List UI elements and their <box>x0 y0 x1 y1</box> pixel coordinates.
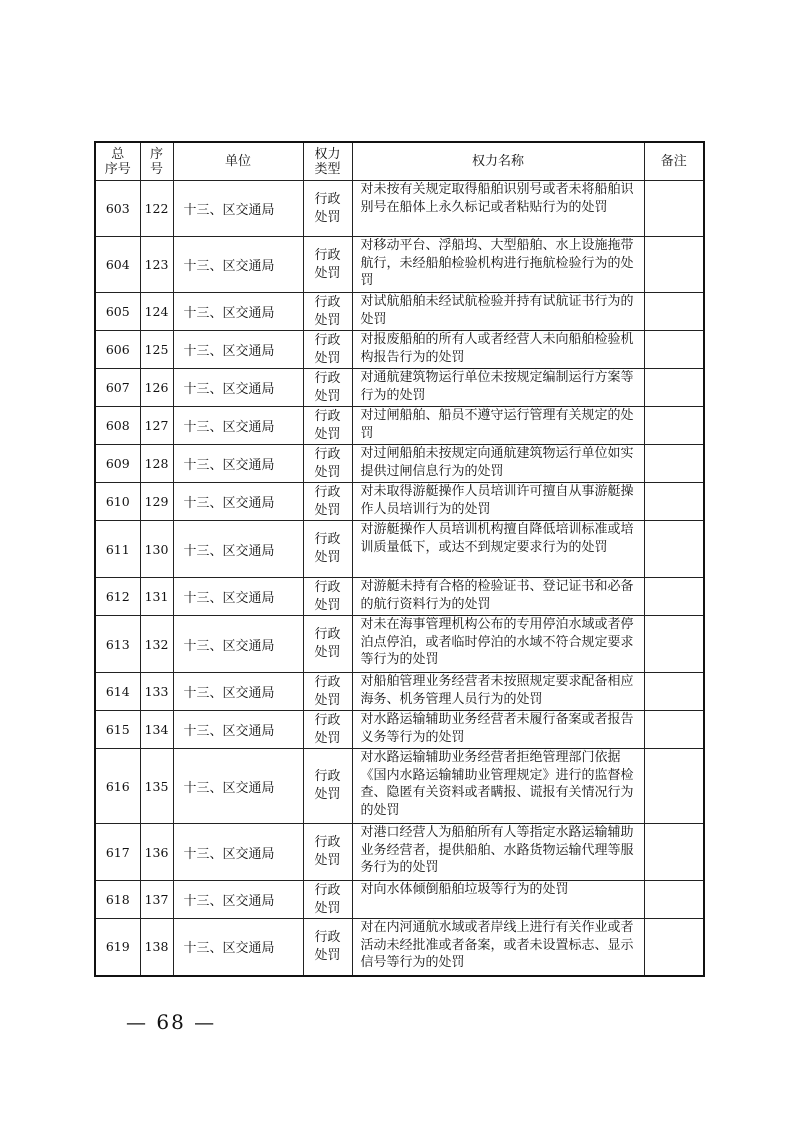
cell-seq-no: 129 <box>140 483 173 521</box>
cell-power-name: 对游艇未持有合格的检验证书、登记证书和必备的航行资料行为的处罚 <box>352 578 644 616</box>
cell-power-name: 对水路运输辅助业务经营者拒绝管理部门依据《国内水路运输辅助业管理规定》进行的监督检查、隐匿有关资料或者瞒报、谎报有关情况行为的处罚 <box>352 749 644 824</box>
cell-unit: 十三、区交通局 <box>173 881 303 919</box>
cell-total-no: 613 <box>95 616 140 673</box>
cell-power-type: 行政 处罚 <box>303 749 352 824</box>
cell-seq-no: 138 <box>140 919 173 976</box>
cell-total-no: 612 <box>95 578 140 616</box>
cell-note <box>644 711 704 749</box>
table-row <box>95 824 704 881</box>
page-number: — 68 — <box>126 1010 217 1034</box>
cell-unit: 十三、区交通局 <box>173 445 303 483</box>
cell-seq-no: 125 <box>140 331 173 369</box>
cell-power-name: 对通航建筑物运行单位未按规定编制运行方案等行为的处罚 <box>352 369 644 407</box>
table-row <box>95 181 704 237</box>
cell-note <box>644 521 704 578</box>
cell-unit: 十三、区交通局 <box>173 237 303 293</box>
cell-unit: 十三、区交通局 <box>173 578 303 616</box>
cell-power-name: 对未在海事管理机构公布的专用停泊水域或者停泊点停泊，或者临时停泊的水域不符合规定要求等行为的处罚 <box>352 616 644 673</box>
cell-note <box>644 616 704 673</box>
cell-power-type: 行政 处罚 <box>303 293 352 331</box>
table-row <box>95 673 704 711</box>
cell-unit: 十三、区交通局 <box>173 521 303 578</box>
cell-power-type: 行政 处罚 <box>303 578 352 616</box>
table-row <box>95 483 704 521</box>
cell-seq-no: 136 <box>140 824 173 881</box>
table-row <box>95 293 704 331</box>
cell-note <box>644 293 704 331</box>
header-total-no: 总 序号 <box>95 142 140 181</box>
table-row <box>95 237 704 293</box>
cell-power-name: 对未取得游艇操作人员培训许可擅自从事游艇操作人员培训行为的处罚 <box>352 483 644 521</box>
table-body <box>95 181 704 976</box>
cell-unit: 十三、区交通局 <box>173 824 303 881</box>
table-row <box>95 919 704 976</box>
cell-seq-no: 124 <box>140 293 173 331</box>
table-row <box>95 331 704 369</box>
cell-note <box>644 578 704 616</box>
cell-total-no: 614 <box>95 673 140 711</box>
cell-power-type: 行政 处罚 <box>303 824 352 881</box>
header-note: 备注 <box>644 142 704 181</box>
cell-power-type: 行政 处罚 <box>303 181 352 237</box>
cell-total-no: 616 <box>95 749 140 824</box>
cell-power-name: 对过闸船舶未按规定向通航建筑物运行单位如实提供过闸信息行为的处罚 <box>352 445 644 483</box>
cell-power-type: 行政 处罚 <box>303 445 352 483</box>
cell-seq-no: 127 <box>140 407 173 445</box>
header-power-type: 权力 类型 <box>303 142 352 181</box>
cell-power-name: 对试航船舶未经试航检验并持有试航证书行为的处罚 <box>352 293 644 331</box>
cell-total-no: 605 <box>95 293 140 331</box>
cell-note <box>644 369 704 407</box>
cell-unit: 十三、区交通局 <box>173 749 303 824</box>
table-row <box>95 445 704 483</box>
cell-total-no: 615 <box>95 711 140 749</box>
cell-power-name: 对过闸船舶、船员不遵守运行管理有关规定的处罚 <box>352 407 644 445</box>
cell-power-name: 对船舶管理业务经营者未按照规定要求配备相应海务、机务管理人员行为的处罚 <box>352 673 644 711</box>
cell-seq-no: 134 <box>140 711 173 749</box>
cell-power-type: 行政 处罚 <box>303 521 352 578</box>
cell-unit: 十三、区交通局 <box>173 673 303 711</box>
cell-power-type: 行政 处罚 <box>303 331 352 369</box>
table-row <box>95 521 704 578</box>
cell-seq-no: 137 <box>140 881 173 919</box>
cell-power-name: 对移动平台、浮船坞、大型船舶、水上设施拖带航行，未经船舶检验机构进行拖航检验行为的处罚 <box>352 237 644 293</box>
cell-power-type: 行政 处罚 <box>303 407 352 445</box>
table-row <box>95 369 704 407</box>
table-row <box>95 749 704 824</box>
table-row <box>95 407 704 445</box>
cell-power-name: 对在内河通航水域或者岸线上进行有关作业或者活动未经批准或者备案，或者未设置标志、显示信号等行为的处罚 <box>352 919 644 976</box>
cell-power-name: 对水路运输辅助业务经营者未履行备案或者报告义务等行为的处罚 <box>352 711 644 749</box>
cell-total-no: 611 <box>95 521 140 578</box>
table-header-row <box>95 142 704 181</box>
cell-unit: 十三、区交通局 <box>173 616 303 673</box>
cell-power-type: 行政 处罚 <box>303 237 352 293</box>
cell-seq-no: 131 <box>140 578 173 616</box>
cell-note <box>644 881 704 919</box>
cell-unit: 十三、区交通局 <box>173 331 303 369</box>
cell-seq-no: 132 <box>140 616 173 673</box>
cell-seq-no: 128 <box>140 445 173 483</box>
cell-power-type: 行政 处罚 <box>303 881 352 919</box>
cell-note <box>644 445 704 483</box>
cell-seq-no: 133 <box>140 673 173 711</box>
cell-unit: 十三、区交通局 <box>173 919 303 976</box>
cell-total-no: 609 <box>95 445 140 483</box>
cell-total-no: 618 <box>95 881 140 919</box>
header-unit: 单位 <box>173 142 303 181</box>
cell-note <box>644 483 704 521</box>
cell-seq-no: 122 <box>140 181 173 237</box>
cell-total-no: 604 <box>95 237 140 293</box>
cell-power-name: 对向水体倾倒船舶垃圾等行为的处罚 <box>352 881 644 919</box>
cell-unit: 十三、区交通局 <box>173 181 303 237</box>
table-row <box>95 881 704 919</box>
cell-unit: 十三、区交通局 <box>173 369 303 407</box>
cell-seq-no: 126 <box>140 369 173 407</box>
cell-power-type: 行政 处罚 <box>303 616 352 673</box>
cell-power-name: 对游艇操作人员培训机构擅自降低培训标准或培训质量低下，或达不到规定要求行为的处罚 <box>352 521 644 578</box>
cell-unit: 十三、区交通局 <box>173 711 303 749</box>
cell-total-no: 608 <box>95 407 140 445</box>
cell-power-type: 行政 处罚 <box>303 673 352 711</box>
cell-total-no: 603 <box>95 181 140 237</box>
cell-total-no: 607 <box>95 369 140 407</box>
cell-power-type: 行政 处罚 <box>303 711 352 749</box>
cell-note <box>644 919 704 976</box>
cell-note <box>644 749 704 824</box>
cell-total-no: 606 <box>95 331 140 369</box>
cell-note <box>644 673 704 711</box>
cell-note <box>644 331 704 369</box>
cell-power-type: 行政 处罚 <box>303 483 352 521</box>
cell-power-type: 行政 处罚 <box>303 369 352 407</box>
cell-power-name: 对港口经营人为船舶所有人等指定水路运输辅助业务经营者，提供船舶、水路货物运输代理等服务行为的处罚 <box>352 824 644 881</box>
cell-total-no: 617 <box>95 824 140 881</box>
cell-note <box>644 407 704 445</box>
cell-total-no: 619 <box>95 919 140 976</box>
cell-power-name: 对未按有关规定取得船舶识别号或者未将船舶识别号在船体上永久标记或者粘贴行为的处罚 <box>352 181 644 237</box>
power-list-table <box>94 141 705 977</box>
cell-unit: 十三、区交通局 <box>173 293 303 331</box>
cell-power-name: 对报废船舶的所有人或者经营人未向船舶检验机构报告行为的处罚 <box>352 331 644 369</box>
cell-seq-no: 130 <box>140 521 173 578</box>
cell-note <box>644 181 704 237</box>
cell-seq-no: 135 <box>140 749 173 824</box>
header-power-name: 权力名称 <box>352 142 644 181</box>
table-row <box>95 616 704 673</box>
cell-power-type: 行政 处罚 <box>303 919 352 976</box>
cell-seq-no: 123 <box>140 237 173 293</box>
cell-unit: 十三、区交通局 <box>173 407 303 445</box>
cell-total-no: 610 <box>95 483 140 521</box>
table-row <box>95 711 704 749</box>
cell-unit: 十三、区交通局 <box>173 483 303 521</box>
cell-note <box>644 237 704 293</box>
cell-note <box>644 824 704 881</box>
table-row <box>95 578 704 616</box>
header-seq-no: 序 号 <box>140 142 173 181</box>
